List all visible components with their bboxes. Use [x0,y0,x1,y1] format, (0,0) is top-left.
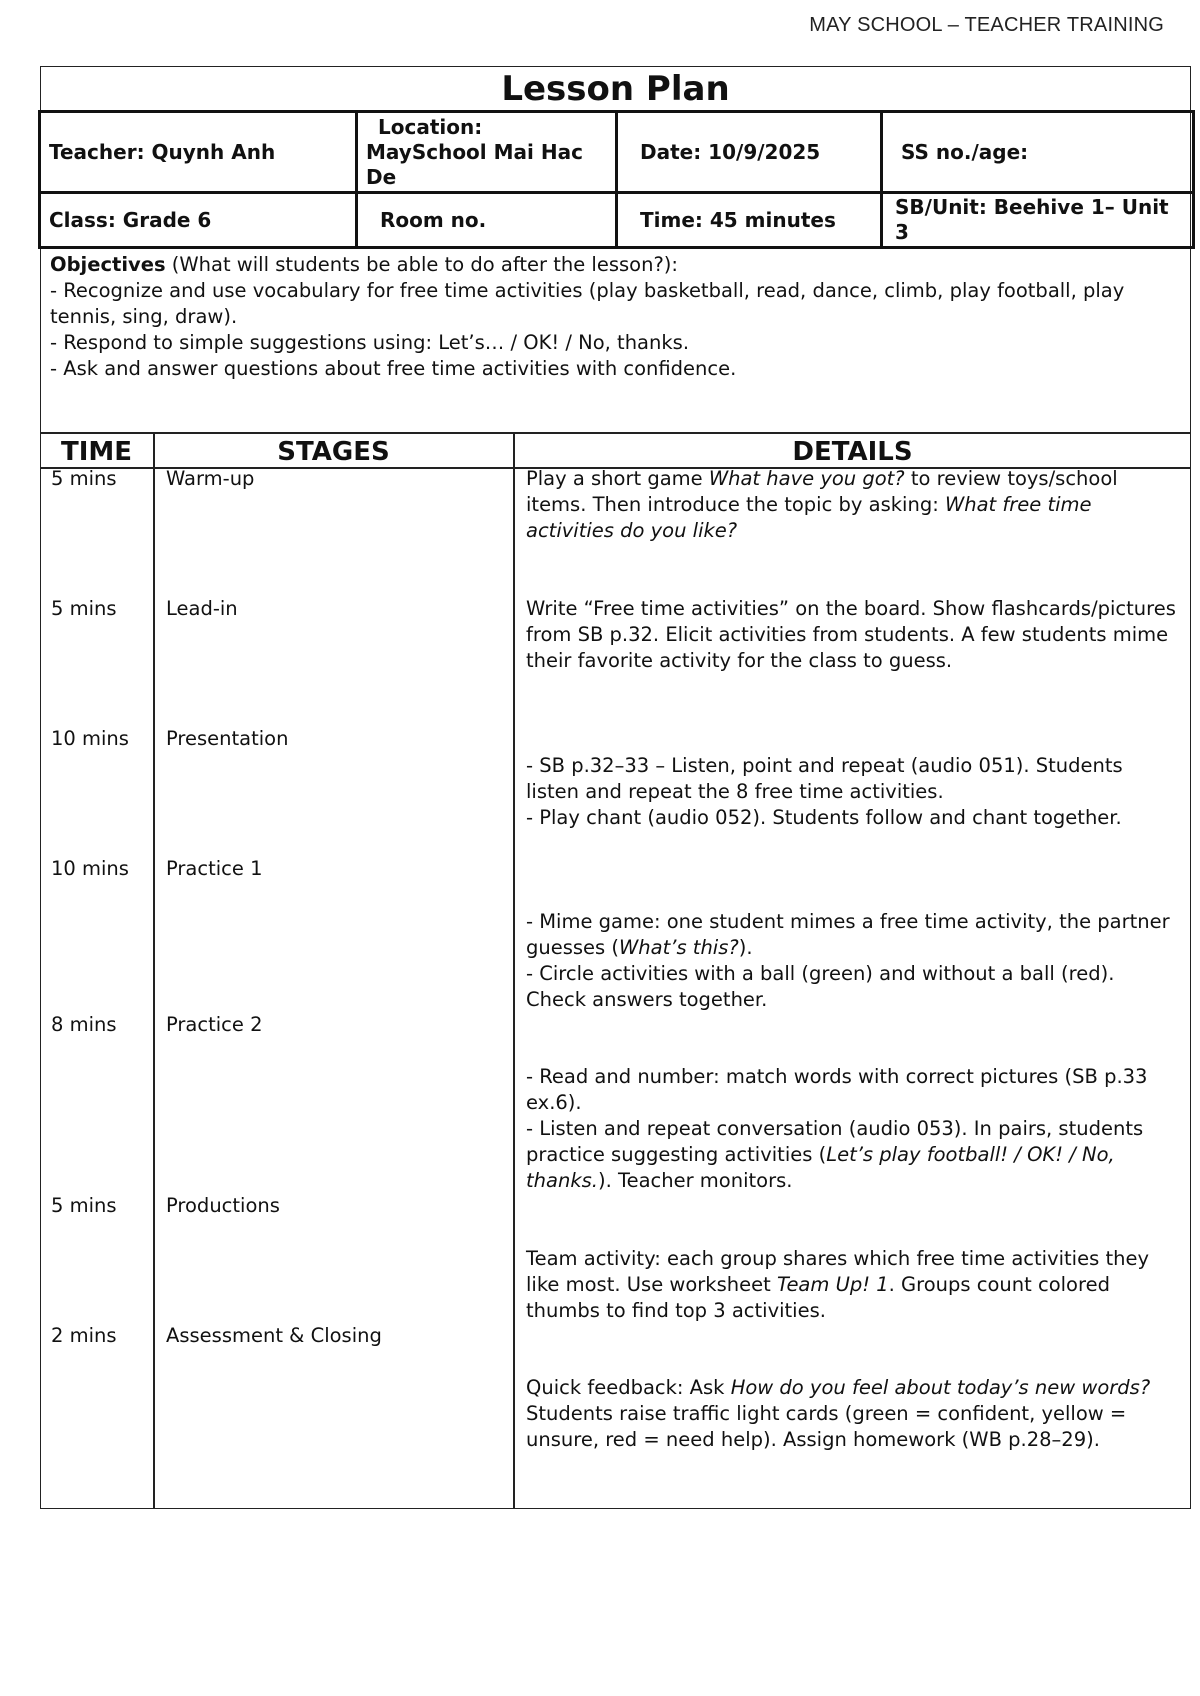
teacher-field: Teacher: Quynh Anh [40,112,357,193]
row-stage: Practice 1 [166,857,263,880]
row-time: 2 mins [51,1324,117,1347]
row-stage: Lead-in [166,597,238,620]
col-header-time: TIME [60,437,133,467]
document-header: MAY SCHOOL – TEACHER TRAINING [809,14,1164,36]
row-details: Team activity: each group shares which free time activities they like most. Use worksheet Team Up! 1. Groups count colored thumbs to find top 3 activities. [526,1247,1149,1322]
objectives-section [50,252,1180,382]
location-value: MaySchool Mai Hac De [366,139,583,189]
room-field: Room no. [357,193,617,248]
sb-unit-field: SB/Unit: Beehive 1– Unit 3 [882,193,1194,248]
location-field [357,112,617,193]
row-details: Write “Free time activities” on the board. Show flashcards/pictures from SB p.32. Elicit activities from students. A few students mime their favorite activity for the class to guess. [526,597,1176,672]
objectives-heading: Objectives (What will students be able to do after the lesson?): [50,253,678,276]
lesson-info-table [38,110,1195,249]
page-title: Lesson Plan [501,69,730,109]
row-details: - SB p.32–33 – Listen, point and repeat (audio 051). Students listen and repeat the 8 free time activities. - Play chant (audio 052). Students follow and chant together. [526,754,1123,829]
objective-item: - Recognize and use vocabulary for free time activities (play basketball, read, dance, climb, play football, play tennis, sing, draw). [50,279,1125,328]
ss-field: SS no./age: [882,112,1194,193]
class-field: Class: Grade 6 [40,193,357,248]
objective-item: - Respond to simple suggestions using: Let’s… / OK! / No, thanks. [50,331,690,354]
row-stage: Warm-up [166,467,255,490]
row-details: Quick feedback: Ask How do you feel about today’s new words? Students raise traffic light cards (green = confident, yellow = unsure, red = need help). Assign homework (WB p.28–29). [526,1376,1151,1451]
row-time: 5 mins [51,1194,117,1217]
col-header-stages: STAGES [277,437,390,467]
date-field: Date: 10/9/2025 [617,112,882,193]
row-stage: Assessment & Closing [166,1324,382,1347]
row-stage: Productions [166,1194,280,1217]
row-stage: Presentation [166,727,289,750]
row-stage: Practice 2 [166,1013,263,1036]
row-time: 10 mins [51,857,129,880]
objective-item: - Ask and answer questions about free time activities with confidence. [50,357,737,380]
row-details: - Read and number: match words with correct pictures (SB p.33 ex.6). - Listen and repeat conversation (audio 053). In pairs, students practice suggesting activities (Let’s play football! / OK! / No, thanks.). Teacher monitors. [526,1065,1148,1192]
row-time: 8 mins [51,1013,117,1036]
row-time: 5 mins [51,467,117,490]
location-label: Location: [378,114,483,139]
col-header-details: DETAILS [792,437,913,467]
time-field: Time: 45 minutes [617,193,882,248]
row-time: 10 mins [51,727,129,750]
row-details: Play a short game What have you got? to review toys/school items. Then introduce the topic by asking: What free time activities do you like? [526,467,1118,542]
row-details: - Mime game: one student mimes a free time activity, the partner guesses (What’s this?). - Circle activities with a ball (green) and without a ball (red). Check answers together. [526,910,1170,1011]
row-time: 5 mins [51,597,117,620]
